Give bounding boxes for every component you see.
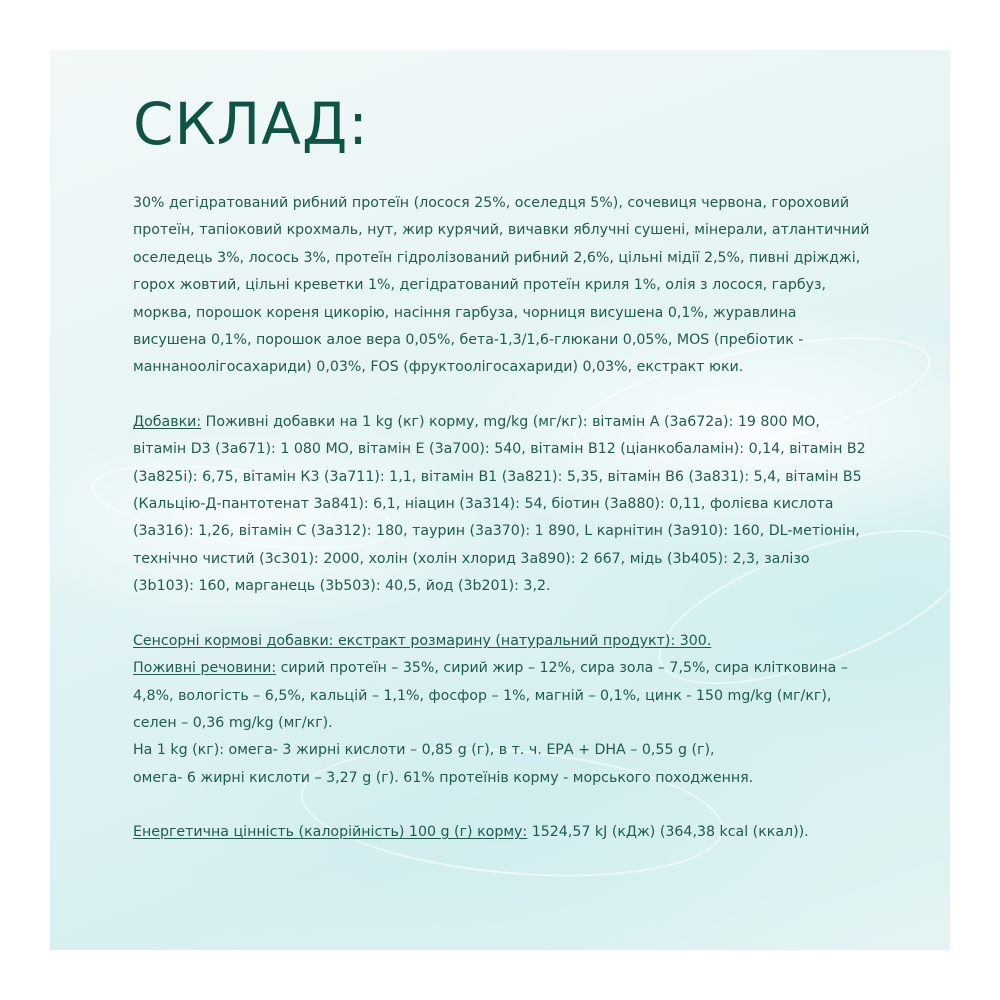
omega-line-1: На 1 kg (кг): омега- 3 жирні кислоти – 0,85 g (г), в т. ч. ЕРА + DHA – 0,55 g (г), (133, 742, 715, 759)
page-title: СКЛАД: (133, 90, 369, 158)
additives-paragraph (133, 409, 873, 601)
composition-card (50, 50, 950, 950)
additives-label: Добавки: (133, 413, 202, 430)
omega-line-2: омега- 6 жирні кислоти – 3,27 g (г). 61% протеїнів корму - морського походження. (133, 769, 754, 786)
ingredients-paragraph: 30% дегідратований рибний протеїн (лосося 25%, оселедця 5%), сочевиця червона, гороховий протеїн, тапіоковий крохмаль, нут, жир курячий, вичавки яблучні сушені, мінерали, атлантичний оселедець 3%, лосось 3%, протеїн гідролізований рибний 2,6%, цільні мідії 2,5%, пивні дріжджі, горох жовтий, цільні креветки 1%, дегідратований протеїн криля 1%, олія з лосося, гарбуз, морква, порошок кореня цикорію, насіння гарбуза, чорниця висушена 0,1%, журавлина висушена 0,1%, порошок алое вера 0,05%, бета-1,3/1,6-глюкани 0,05%, MOS (пребіотик - маннаноолігосахариди) 0,03%, FOS (фруктоолігосахариди) 0,03%, екстракт юки. (133, 195, 870, 376)
sensory-paragraph (133, 628, 873, 655)
nutrients-text: сирий протеїн – 35%, сирий жир – 12%, сира зола – 7,5%, сира клітковина – 4,8%, вологість – 6,5%, кальцій – 1,1%, фосфор – 1%, магній – 0,1%, цинк - 150 mg/kg (мг/кг), селен – 0,36 mg/kg (мг/кг). (133, 660, 848, 731)
nutrients-label: Поживні речовини: (133, 660, 277, 677)
sensory-text: Сенсорні кормові добавки: екстракт розмарину (натуральний продукт): 300. (133, 632, 712, 649)
composition-text (133, 190, 873, 847)
energy-paragraph (133, 819, 873, 846)
nutrients-paragraph (133, 655, 873, 737)
additives-text: Поживні добавки на 1 kg (кг) корму, mg/kg (мг/кг): вітамін А (3a672a): 19 800 МО, вітамін D3 (3a671): 1 080 МО, вітамін Е (3a700): 540, вітамін В12 (ціанкобаламін): 0,14, вітамін В2 (3a825i): 6,75, вітамін К3 (3a711): 1,1, вітамін В1 (3a821): 5,35, вітамін В6 (3a831): 5,4, вітамін В5 (Кальцію-Д-пантотенат 3a841): 6,1, ніацин (3a314): 54, біотин (3a880): 0,11, фолієва кислота (3a316): 1,26, вітамін С (3a312): 180, таурин (3a370): 1 890, L карнітин (3a910): 160, DL-метіонін, технічно чистий (3c301): 2000, холін (холін хлорид 3a890): 2 667, мідь (3b405): 2,3, залізо (3b103): 160, марганець (3b503): 40,5, йод (3b201): 3,2. (133, 413, 866, 595)
energy-text: 1524,57 kJ (кДж) (364,38 kcal (ккал)). (527, 824, 809, 841)
energy-label: Енергетична цінність (калорійність) 100 g (г) корму: (133, 824, 528, 841)
